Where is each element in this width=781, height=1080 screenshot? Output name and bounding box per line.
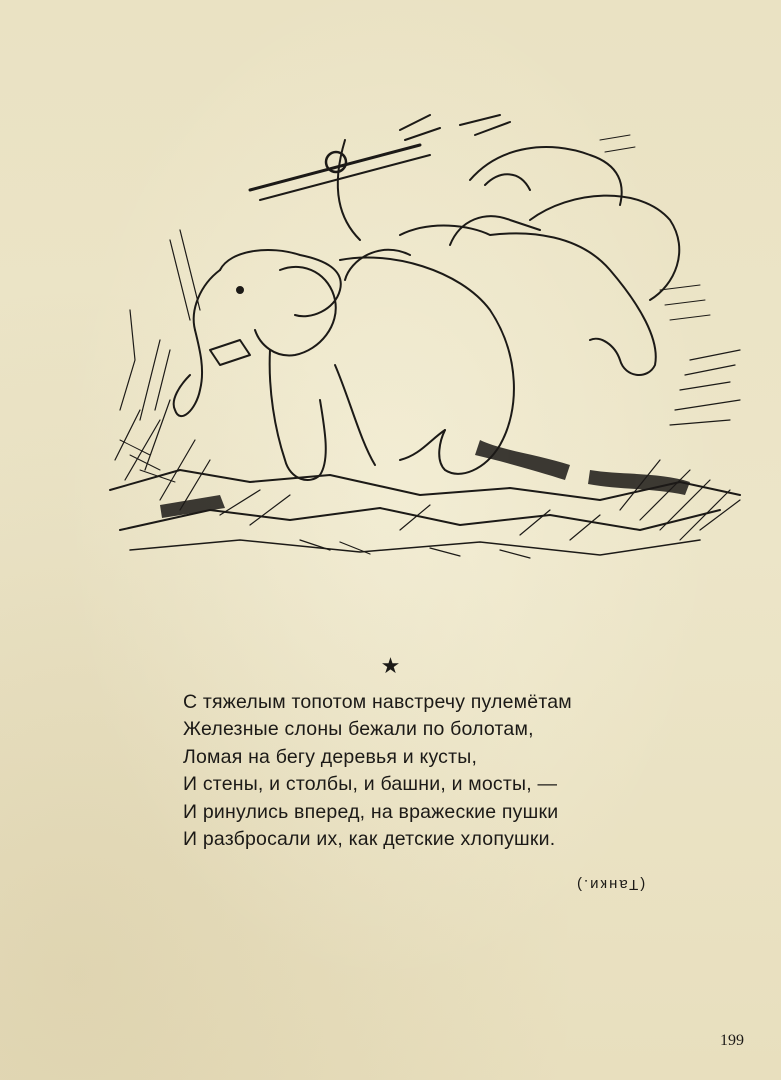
poem-line: Железные слоны бежали по болотам, xyxy=(183,718,534,741)
poem-line: И ринулись вперед, на вражеские пушки xyxy=(183,800,559,823)
poem-stanza xyxy=(183,689,663,853)
poem-line: И стены, и столбы, и башни, и мосты, — xyxy=(183,773,558,796)
attribution-note: (Танки.) xyxy=(575,876,646,893)
page-number: 199 xyxy=(720,1032,744,1049)
elephants-ink-drawing xyxy=(100,110,750,560)
poem-line: Ломая на бегу деревья и кусты, xyxy=(183,745,478,768)
star-ornament-icon: ★ xyxy=(380,654,401,679)
poem-line: И разбросали их, как детские хлопушки. xyxy=(183,828,556,851)
elephants-illustration xyxy=(100,110,750,560)
poem-line: С тяжелым топотом навстречу пулемётам xyxy=(183,691,572,713)
